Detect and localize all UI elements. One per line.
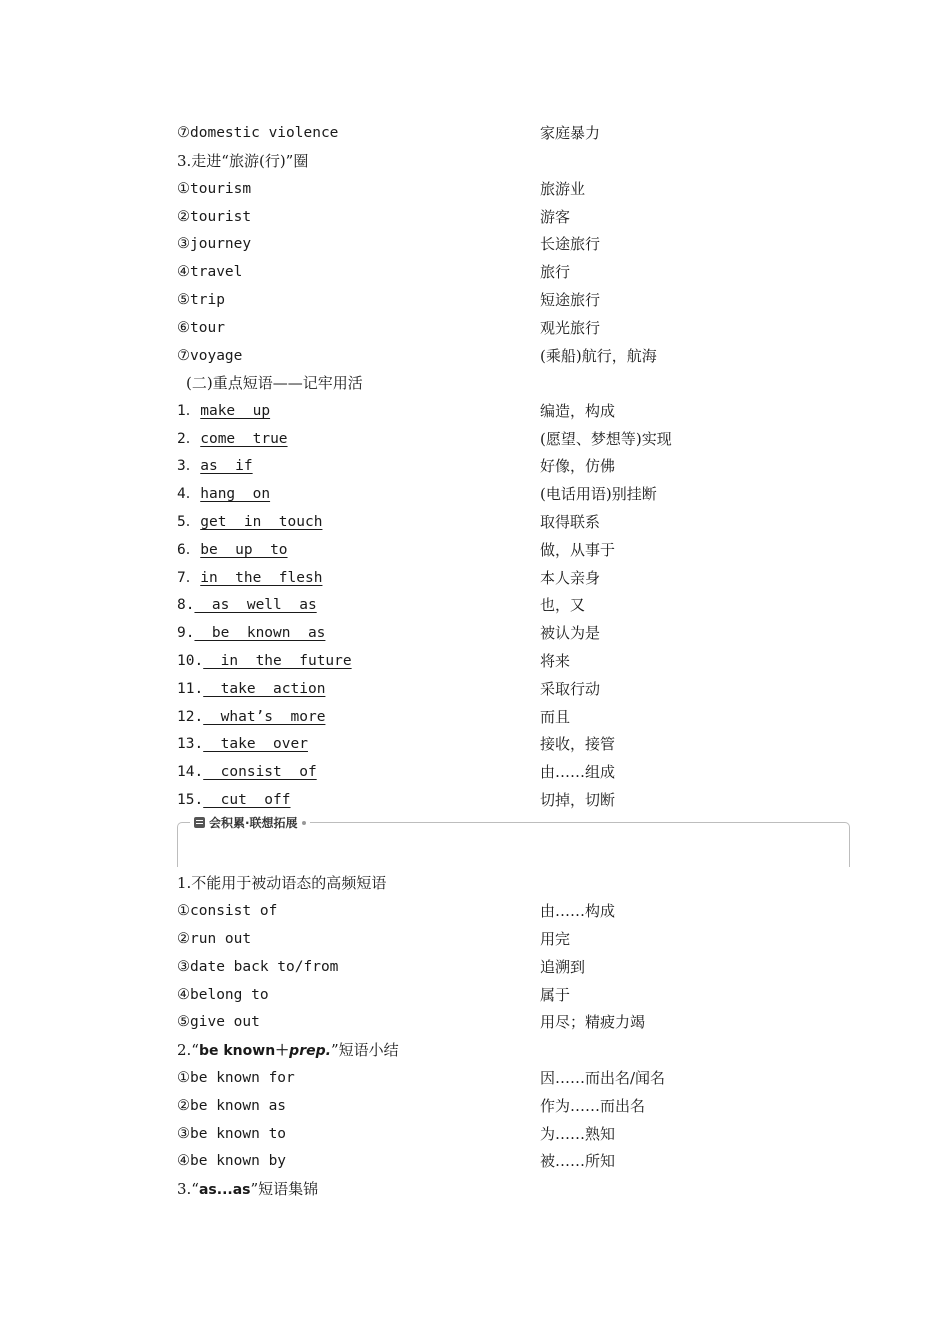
vocab-chinese: 旅游业: [540, 180, 586, 198]
vocab-row: [177, 1064, 777, 1092]
phrase-meaning: 接收，接管: [540, 735, 616, 753]
vocab-row: [177, 1147, 777, 1175]
vocab-english: ⑦voyage: [177, 348, 243, 364]
phrase-answer: make up: [200, 403, 271, 419]
phrase-answer: in the future: [203, 653, 352, 669]
vocab-english: ②be known as: [177, 1098, 287, 1114]
phrase-answer: take over: [203, 736, 308, 752]
phrase-row: [177, 508, 777, 536]
vocab-english: ①tourism: [177, 181, 252, 197]
phrase-number: 1．: [177, 403, 201, 419]
vocab-english: ④be known by: [177, 1153, 287, 1169]
vocab-chinese: 旅行: [540, 263, 571, 281]
vocab-english: ④belong to: [177, 987, 269, 1003]
accumulate-title-text: 会积累·联想拓展: [209, 816, 298, 830]
phrase-number: 13.: [177, 736, 204, 752]
vocab-chinese: 追溯到: [540, 958, 586, 976]
phrase-meaning: 而且: [540, 708, 571, 726]
phrase-number: 6．: [177, 542, 201, 558]
vocab-chinese: 因……而出名/闻名: [540, 1069, 666, 1087]
phrase-answer: be up to: [200, 542, 288, 558]
phrase-number: 5．: [177, 514, 201, 530]
dot-icon: [302, 821, 306, 825]
phrase-row: [177, 591, 777, 619]
phrase-row: [177, 730, 777, 758]
vocab-english: ⑥tour: [177, 320, 225, 336]
phrase-number: 3．: [177, 458, 201, 474]
known-heading-italic: prep.: [289, 1043, 331, 1059]
phrase-row: [177, 619, 777, 647]
phrase-row: [177, 786, 777, 814]
phrase-row: [177, 452, 777, 480]
phrase-meaning: 将来: [540, 652, 571, 670]
vocab-row: [177, 1008, 777, 1036]
vocab-english: ①consist of: [177, 903, 278, 919]
phrase-number: 7．: [177, 570, 201, 586]
phrases-heading: (二)重点短语——记牢用活: [186, 374, 363, 392]
phrase-row: [177, 647, 777, 675]
vocab-english: ⑤trip: [177, 292, 225, 308]
phrase-number: 11.: [177, 681, 204, 697]
phrase-meaning: 好像，仿佛: [540, 457, 616, 475]
vocab-chinese: 长途旅行: [540, 235, 601, 253]
asas-heading-suffix: ”短语集锦: [250, 1180, 319, 1198]
phrase-number: 14.: [177, 764, 204, 780]
phrase-meaning: 做，从事于: [540, 541, 616, 559]
vocab-english: ④travel: [177, 264, 243, 280]
vocab-chinese: 作为……而出名: [540, 1097, 646, 1115]
vocab-english: ③date back to/from: [177, 959, 339, 975]
phrase-meaning: (电话用语)别挂断: [540, 485, 657, 503]
known-heading-prefix: 2.“: [177, 1041, 199, 1059]
asas-heading-bold: as...as: [198, 1182, 251, 1198]
phrase-answer: come true: [200, 431, 288, 447]
vocab-row: [177, 314, 777, 342]
phrase-meaning: 切掉，切断: [540, 791, 616, 809]
vocab-row: [177, 1120, 777, 1148]
phrase-row: [177, 480, 777, 508]
phrase-number: 9.: [177, 625, 195, 641]
vocab-row: [177, 175, 777, 203]
vocab-chinese: 观光旅行: [540, 319, 601, 337]
vocab-chinese: 用完: [540, 930, 571, 948]
vocab-chinese: 为……熟知: [540, 1125, 616, 1143]
vocab-chinese: 短途旅行: [540, 291, 601, 309]
vocab-row: [177, 897, 777, 925]
known-heading-bold: be known＋: [198, 1043, 290, 1059]
phrase-answer: be known as: [194, 625, 326, 641]
phrase-answer: in the flesh: [200, 570, 323, 586]
asas-heading-prefix: 3.“: [177, 1180, 199, 1198]
phrase-number: 10.: [177, 653, 204, 669]
phrase-answer: take action: [203, 681, 326, 697]
phrase-meaning: 编造，构成: [540, 402, 616, 420]
vocab-english: ⑤give out: [177, 1014, 260, 1030]
phrase-row: [177, 703, 777, 731]
phrase-meaning: 取得联系: [540, 513, 601, 531]
phrase-answer: cut off: [203, 792, 291, 808]
vocab-chinese: 游客: [540, 208, 571, 226]
phrase-answer: as well as: [194, 597, 317, 613]
accumulate-box-title: [190, 814, 310, 832]
phrase-meaning: 采取行动: [540, 680, 601, 698]
vocab-english: ①be known for: [177, 1070, 295, 1086]
phrase-row: [177, 564, 777, 592]
vocab-english: ③be known to: [177, 1126, 287, 1142]
passive-heading: 1.不能用于被动语态的高频短语: [177, 874, 387, 892]
vocab-english: ②run out: [177, 931, 252, 947]
travel-heading: 3.走进“旅游(行)”圈: [177, 152, 309, 170]
phrase-row: [177, 675, 777, 703]
vocab-english: ⑦domestic violence: [177, 125, 339, 141]
vocab-row: [177, 203, 777, 231]
phrase-number: 4．: [177, 486, 201, 502]
known-heading-suffix: ”短语小结: [330, 1041, 399, 1059]
phrase-answer: consist of: [203, 764, 317, 780]
vocab-row: [177, 258, 777, 286]
phrase-answer: as if: [200, 458, 253, 474]
phrase-row: [177, 758, 777, 786]
phrase-number: 12.: [177, 709, 204, 725]
phrase-meaning: 也，又: [540, 596, 586, 614]
vocab-chinese: 用尽；精疲力竭: [540, 1013, 646, 1031]
vocab-row: [177, 286, 777, 314]
vocab-row: [177, 953, 777, 981]
vocab-chinese: 家庭暴力: [540, 124, 601, 142]
phrase-meaning: (愿望、梦想等)实现: [540, 430, 672, 448]
vocab-chinese: 属于: [540, 986, 571, 1004]
vocab-english: ③journey: [177, 236, 252, 252]
phrase-answer: get in touch: [200, 514, 323, 530]
phrase-answer: hang on: [200, 486, 271, 502]
phrase-number: 8.: [177, 597, 195, 613]
vocab-row: [177, 342, 777, 370]
phrase-row: [177, 425, 777, 453]
phrase-meaning: 由……组成: [540, 763, 616, 781]
phrase-meaning: 被认为是: [540, 624, 601, 642]
vocab-row: [177, 230, 777, 258]
phrase-meaning: 本人亲身: [540, 569, 601, 587]
vocab-row: [177, 1092, 777, 1120]
vocab-chinese: 由……构成: [540, 902, 616, 920]
vocab-row: [177, 981, 777, 1009]
vocab-english: ②tourist: [177, 209, 252, 225]
phrase-answer: what’s more: [203, 709, 326, 725]
phrase-row: [177, 397, 777, 425]
phrase-number: 15.: [177, 792, 204, 808]
vocab-chinese: 被……所知: [540, 1152, 616, 1170]
vocab-row: [177, 119, 777, 147]
known-heading: [177, 1036, 399, 1064]
notebook-icon: [194, 817, 205, 828]
vocab-chinese: (乘船)航行，航海: [540, 347, 657, 365]
phrase-row: [177, 536, 777, 564]
phrase-number: 2．: [177, 431, 201, 447]
asas-heading: [177, 1175, 318, 1203]
vocab-row: [177, 925, 777, 953]
